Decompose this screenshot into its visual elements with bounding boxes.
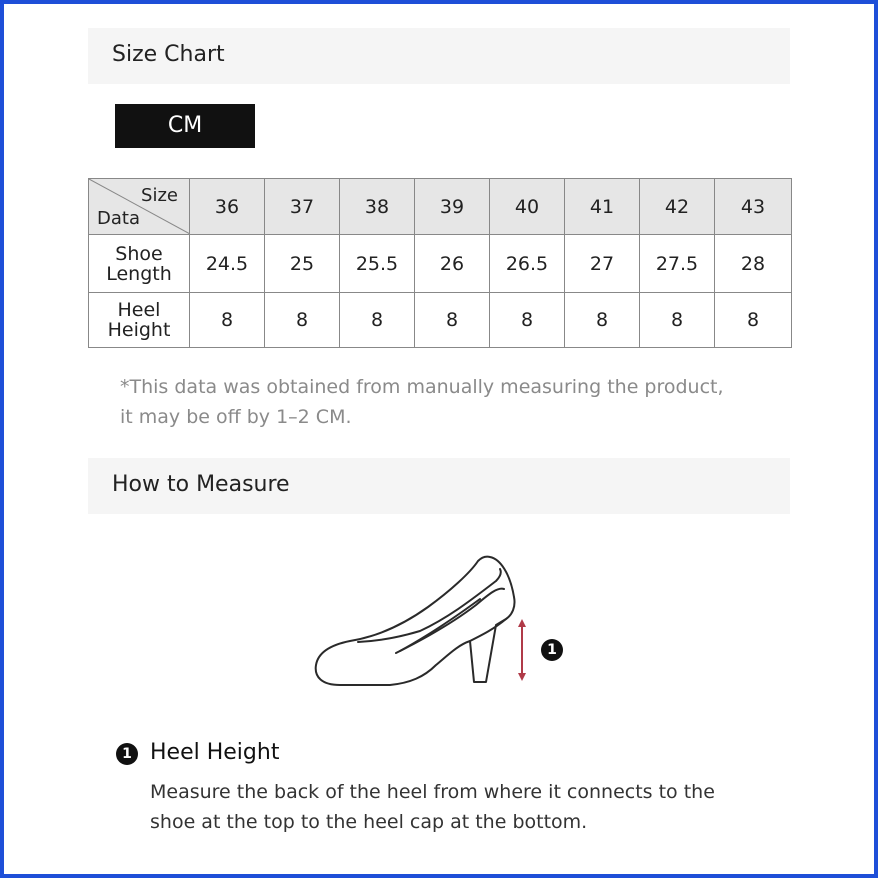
- heel-height-description: [150, 777, 790, 837]
- row-label-heel-height: [89, 293, 190, 348]
- pump-shoe-illustration: [300, 545, 540, 695]
- how-to-measure-title: How to Measure: [112, 472, 290, 497]
- size-chart-header: [88, 28, 790, 84]
- size-header-cell: 38: [340, 179, 415, 235]
- table-cell: 8: [565, 293, 640, 348]
- table-corner-cell: [89, 179, 190, 235]
- size-header-cell: 37: [265, 179, 340, 235]
- row-label-shoe-length: [89, 235, 190, 293]
- row-label-line: Length: [106, 262, 172, 285]
- table-cell: 27.5: [640, 235, 715, 293]
- table-cell: 25.5: [340, 235, 415, 293]
- size-header-cell: 36: [190, 179, 265, 235]
- table-row-shoe-length: [89, 235, 792, 293]
- size-chart-title: Size Chart: [112, 42, 225, 67]
- table-cell: 8: [340, 293, 415, 348]
- unit-tab-cm[interactable]: CM: [115, 104, 255, 148]
- description-line: Measure the back of the heel from where it connects to the: [150, 781, 715, 803]
- row-label-line: Heel: [117, 299, 161, 321]
- table-cell: 8: [265, 293, 340, 348]
- table-cell: 24.5: [190, 235, 265, 293]
- corner-data-label: Data: [97, 208, 140, 229]
- note-line: it may be off by 1–2 CM.: [120, 406, 352, 428]
- size-header-cell: 40: [490, 179, 565, 235]
- size-header-cell: 39: [415, 179, 490, 235]
- table-cell: 8: [190, 293, 265, 348]
- note-line: *This data was obtained from manually measuring the product,: [120, 376, 724, 398]
- corner-size-label: Size: [141, 185, 178, 206]
- table-cell: 27: [565, 235, 640, 293]
- how-to-measure-header: [88, 458, 790, 514]
- heel-height-arrow: [518, 619, 526, 681]
- number-1-marker-icon: 1: [116, 743, 138, 765]
- table-cell: 26: [415, 235, 490, 293]
- table-cell: 8: [415, 293, 490, 348]
- table-cell: 8: [640, 293, 715, 348]
- row-label-line: Shoe: [115, 242, 163, 265]
- size-header-cell: 42: [640, 179, 715, 235]
- table-cell: 8: [715, 293, 792, 348]
- table-cell: 25: [265, 235, 340, 293]
- heel-height-title: Heel Height: [150, 740, 280, 765]
- table-header-row: [89, 179, 792, 235]
- measurement-note: [120, 372, 780, 432]
- size-table: [88, 178, 792, 348]
- description-line: shoe at the top to the heel cap at the bottom.: [150, 811, 588, 833]
- table-cell: 26.5: [490, 235, 565, 293]
- size-header-cell: 43: [715, 179, 792, 235]
- table-cell: 28: [715, 235, 792, 293]
- table-cell: 8: [490, 293, 565, 348]
- size-header-cell: 41: [565, 179, 640, 235]
- number-1-marker-icon: 1: [541, 639, 563, 661]
- table-row-heel-height: [89, 293, 792, 348]
- row-label-line: Height: [107, 319, 171, 341]
